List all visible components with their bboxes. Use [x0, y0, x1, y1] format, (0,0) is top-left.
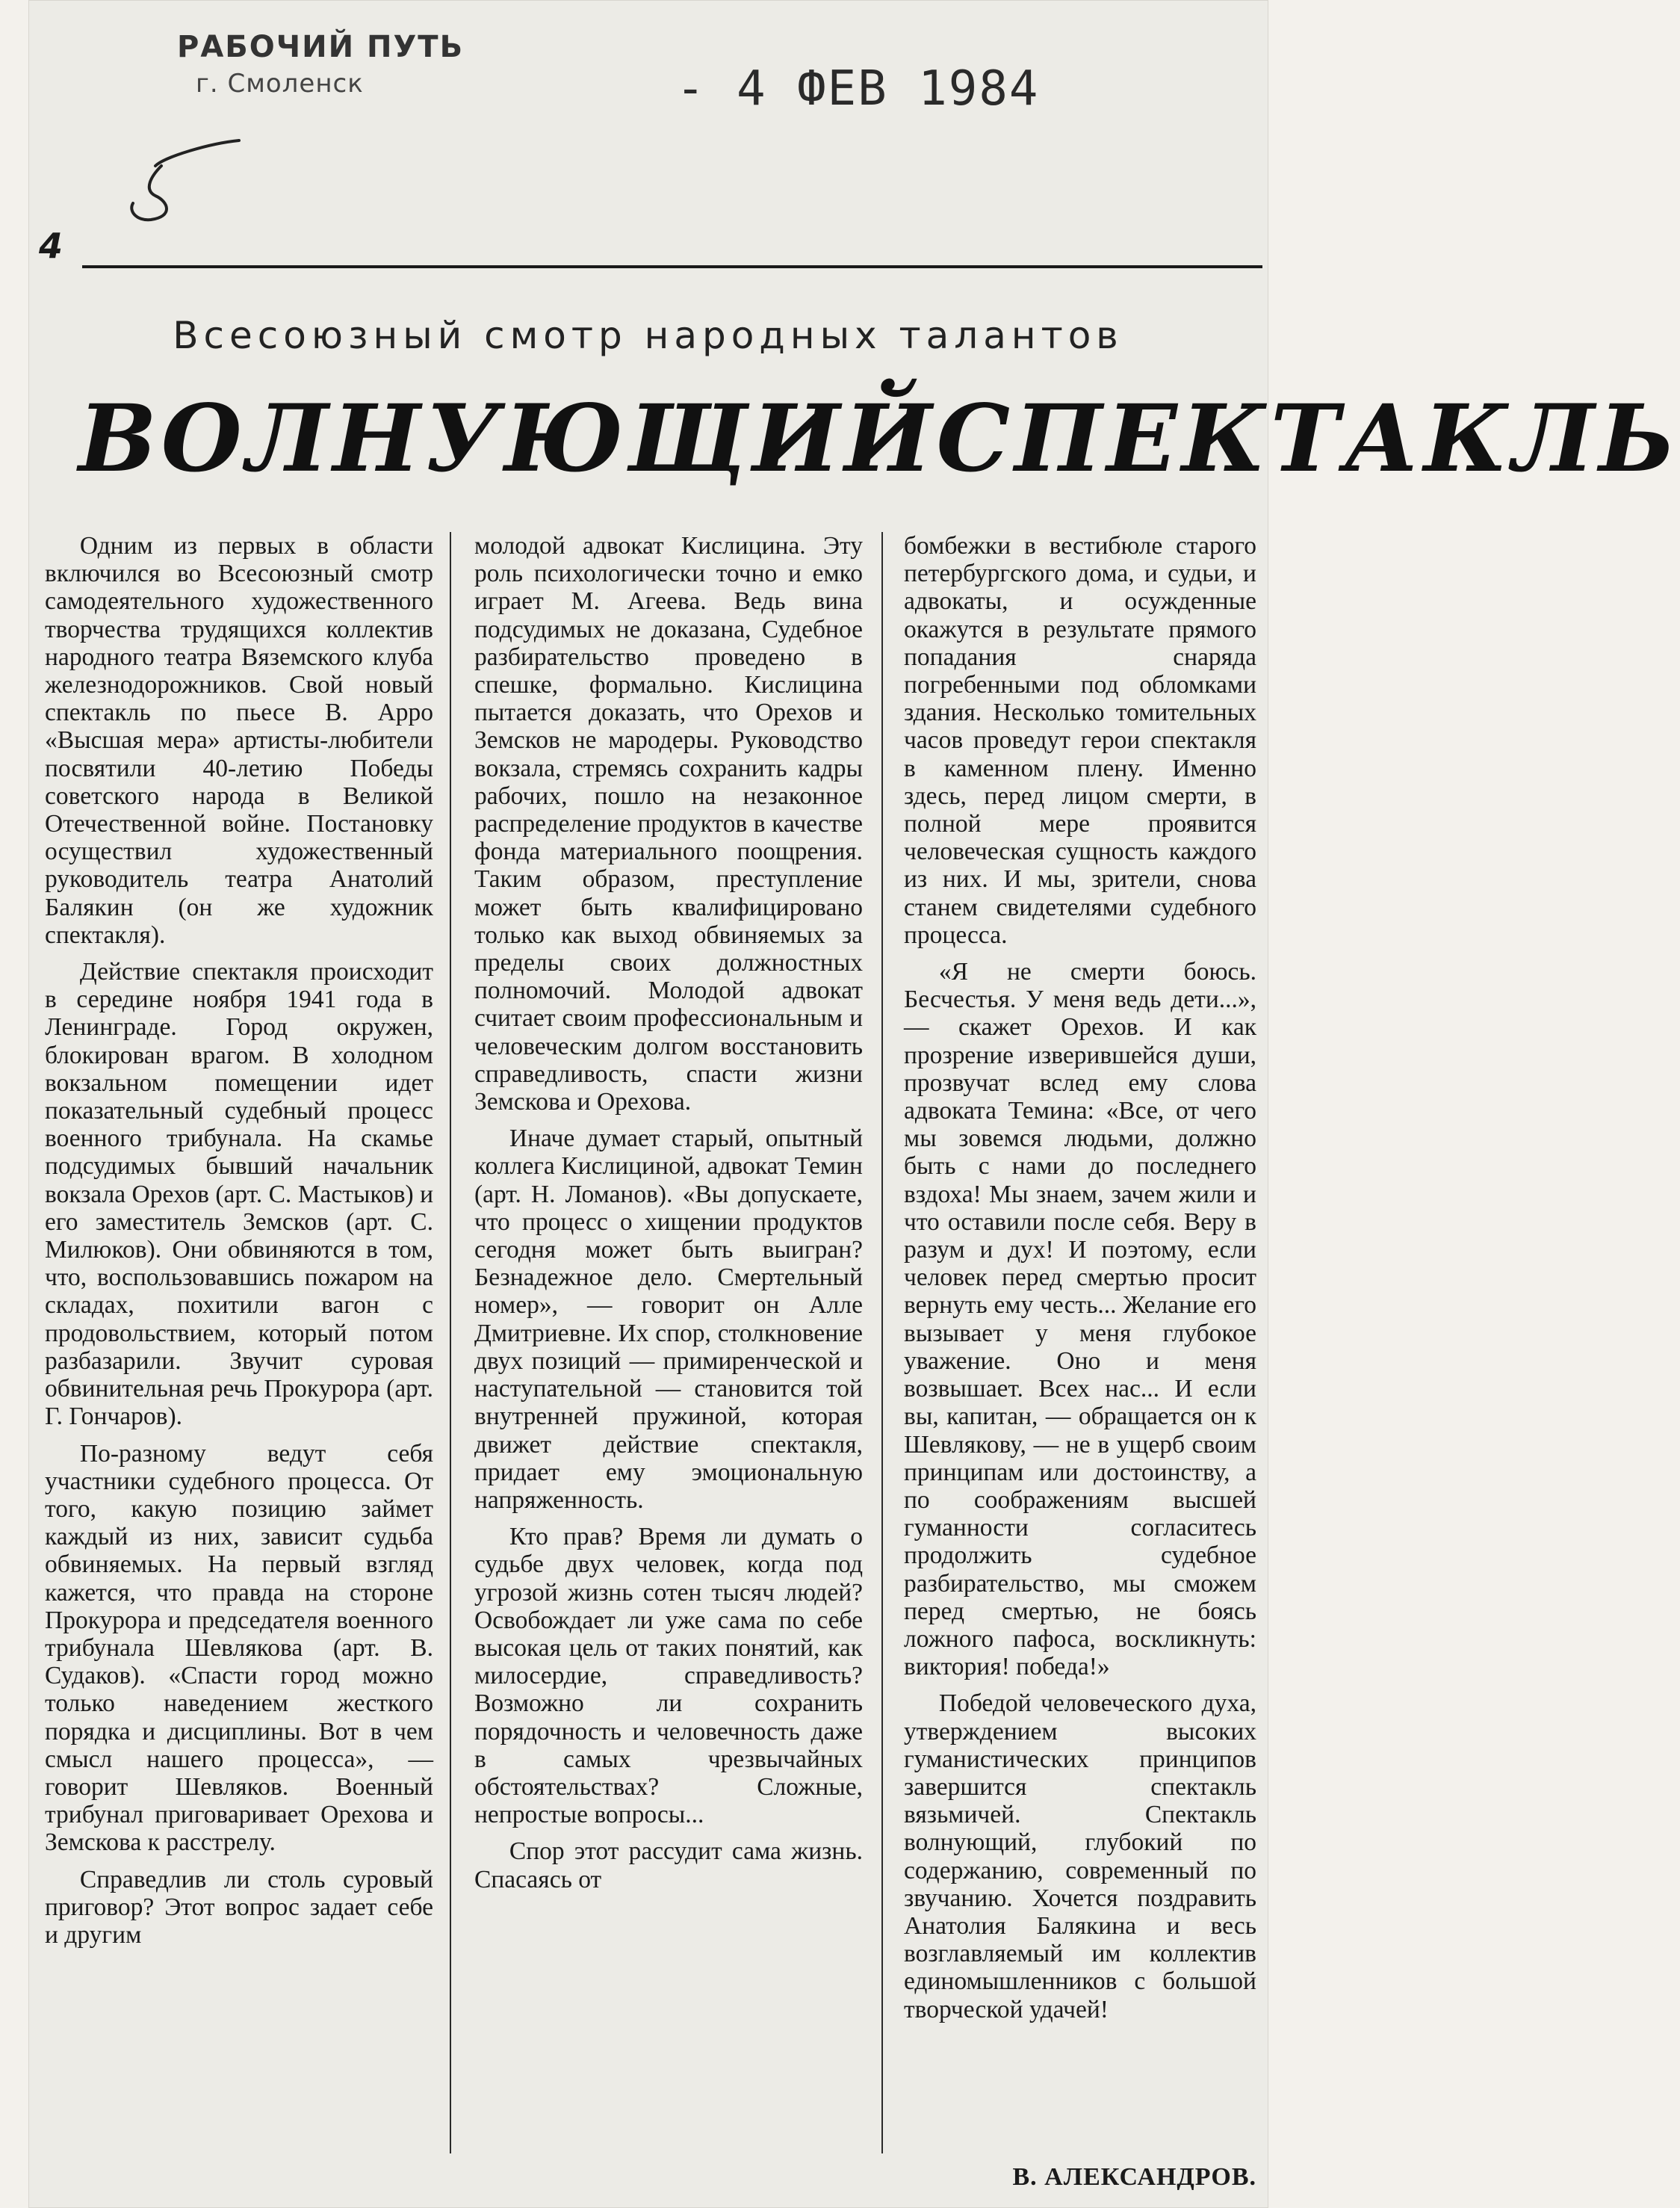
paragraph: Кто прав? Время ли думать о судьбе двух человек, когда под угрозой жизнь сотен тысяч людей? Освобождает ли уже сама по себе высокая цель от таких понятий, как милосердие, справедливость? Возможно ли сохранить порядочность и человечность даже в самых чрезвычайных обстоятельствах? Сложные, непростые вопросы... [474, 1523, 863, 1829]
paragraph: Иначе думает старый, опытный коллега Кислициной, адвокат Темин (арт. Н. Ломанов). «Вы допускаете, что процесс о хищении продуктов сегодня может быть выигран? Безнадежное дело. Смертельный номер», — говорит он Алле Дмитриевне. Их спор, столкновение двух позиций — примиренческой и наступательной — становится той внутренней пружиной, которая движет действие спектакля, придает ему эмоциональную напряженность. [474, 1125, 863, 1514]
handwritten-mark [112, 127, 254, 224]
newspaper-stamp-city: г. Смоленск [196, 69, 364, 99]
headline-word-2: СПЕКТАКЛЬ [936, 385, 1680, 493]
top-rule [82, 265, 1262, 268]
headline-word-1: ВОЛНУЮЩИЙ [78, 385, 937, 493]
paragraph: молодой адвокат Кислицина. Эту роль психологически точно и емко играет М. Агеева. Ведь вина подсудимых не доказана, Судебное разбирательство проведено в спешке, формально. Кислицина пытается доказать, что Орехов и Земсков не мародеры. Руководство вокзала, стремясь сохранить кадры рабочих, пошло на незаконное распределение продуктов в качестве фонда материального поощрения. Таким образом, преступление может быть квалифицировано только как выход обвиняемых за пределы своих должностных полномочий. Молодой адвокат считает своим профессиональным и человеческим долгом восстановить справедливость, спасти жизни Земскова и Орехова. [474, 532, 863, 1116]
article-column-3 [904, 532, 1256, 2146]
page-number: 4 [39, 226, 63, 266]
column-divider [881, 532, 883, 2153]
paragraph: Действие спектакля происходит в середине ноября 1941 года в Ленинграде. Город окружен, блокирован врагом. В холодном вокзальном помещении идет показательный судебный процесс военного трибунала. На скамье подсудимых бывший начальник вокзала Орехов (арт. С. Мастыков) и его заместитель Земсков (арт. С. Милюков). Они обвиняются в том, что, воспользовавшись пожаром на складах, похитили вагон с продовольствием, который потом разбазарили. Звучит суровая обвинительная речь Прокурора (арт. Г. Гончаров). [45, 958, 433, 1431]
paragraph: Спор этот рассудит сама жизнь. Спасаясь от [474, 1837, 863, 1893]
paragraph: «Я не смерти боюсь. Бесчестья. У меня ведь дети...», — скажет Орехов. И как прозрение изверившейся души, прозвучат вслед ему слова адвоката Темина: «Все, от чего мы зовемся людьми, должно быть с нами до последнего вздоха! Мы знаем, зачем жили и что оставили после себя. Веру в разум и дух! И поэтому, если человек перед смертью просит вернуть ему честь... Желание его вызывает у меня глубокое уважение. Оно и меня возвышает. Всех нас... И если вы, капитан, — обращается он к Шевлякову, — не в ущерб своим принципам или достоинству, а по соображениям высшей гуманности согласитесь продолжить судебное разбирательство, мы сможем перед смертью, не боясь ложного пафоса, воскликнуть: виктория! победа!» [904, 958, 1256, 1681]
newspaper-stamp-name: РАБОЧИЙ ПУТЬ [177, 30, 465, 64]
headline [78, 380, 1680, 499]
date-stamp: - 4 ФЕВ 1984 [676, 61, 1040, 117]
paragraph: Справедлив ли столь суровый приговор? Этот вопрос задает себе и другим [45, 1865, 433, 1949]
paragraph: бомбежки в вестибюле старого петербургского дома, и судьи, и адвокаты, и осужденные окажутся в результате прямого попадания снаряда погребенными под обломками здания. Несколько томительных часов проведут герои спектакля в каменном плену. Именно здесь, перед лицом смерти, в полной мере проявится человеческая сущность каждого из них. И мы, зрители, снова станем свидетелями судебного процесса. [904, 532, 1256, 949]
paragraph: Одним из первых в области включился во Всесоюзный смотр самодеятельного художественного творчества трудящихся коллектив народного театра Вяземского клуба железнодорожников. Свой новый спектакль по пьесе В. Арро «Высшая мера» артисты-любители посвятили 40-летию Победы советского народа в Великой Отечественной войне. Постановку осуществил художественный руководитель театра Анатолий Балякин (он же художник спектакля). [45, 532, 433, 949]
byline: В. АЛЕКСАНДРОВ. [1012, 2163, 1256, 2191]
paragraph: По-разному ведут себя участники судебного процесса. От того, какую позицию займет каждый из них, зависит судьба обвиняемых. На первый взгляд кажется, что правда на стороне Прокурора и председателя военного трибунала Шевлякова (арт. В. Судаков). «Спасти город можно только наведением жесткого порядка и дисциплины. Вот в чем смысл нашего процесса», — говорит Шевляков. Военный трибунал приговаривает Орехова и Земскова к расстрелу. [45, 1439, 433, 1857]
rubric: Всесоюзный смотр народных талантов [173, 314, 1123, 357]
paragraph: Победой человеческого духа, утверждением высоких гуманистических принципов завершится спектакль вязьмичей. Спектакль волнующий, глубокий по содержанию, современный по звучанию. Хочется поздравить Анатолия Балякина и весь возглавляемый им коллектив единомышленников с большой творческой удачей! [904, 1689, 1256, 2023]
article-column-2 [474, 532, 863, 2146]
article-column-1 [45, 532, 433, 2146]
column-divider [450, 532, 451, 2153]
